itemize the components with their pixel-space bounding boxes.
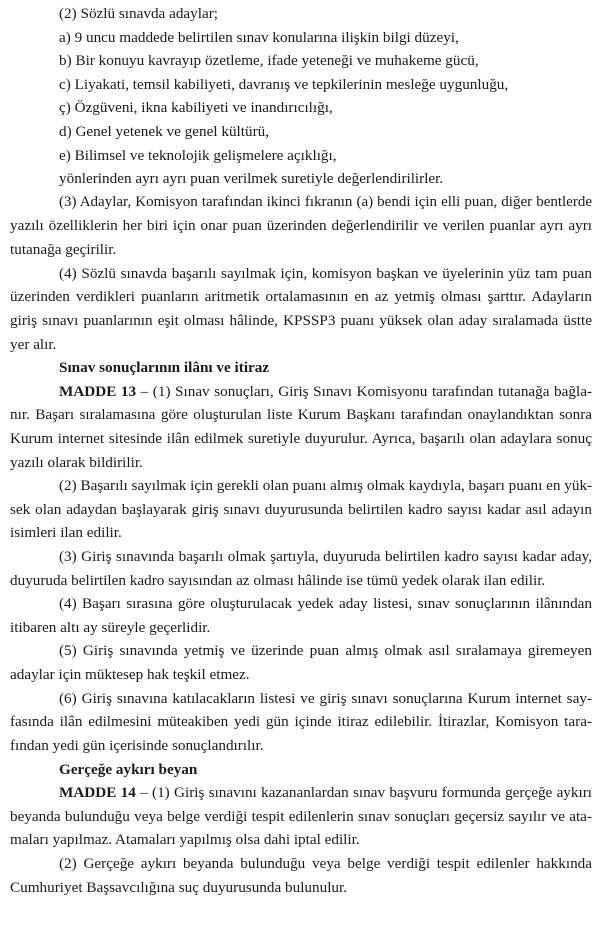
paragraph-4-line-2: üzerinden verdikleri puanların aritmetik ortalamasının en az yetmiş olması şarttır. Adayların xyxy=(10,288,592,306)
article-13-p6-line-2: fasında ilân edilmesini müteakiben yedi gün içinde itiraz edilebilir. İtirazlar, Komisyon tara- xyxy=(10,713,592,731)
article-14-line-1 xyxy=(10,781,592,805)
paragraph-3-line-1: (3) Adaylar, Komisyon tarafından ikinci fıkranın (a) bendi için elli puan, diğer bentlerde xyxy=(59,193,592,210)
article-14-line-2: beyanda bulunduğu veya belge verdiği tespit edilenlerin sınav sonuçları geçersiz sayılır ve ata- xyxy=(10,807,592,825)
article-13-p3-line-1: (3) Giriş sınavında başarılı olmak şartıyla, duyuruda belirtilen kadro sayısı kadar aday, xyxy=(59,548,592,566)
article-13-p3-line-2: duyuruda belirtilen kadro sayısından az olması hâlinde ise tümü yedek olarak ilan edilir. xyxy=(10,571,546,589)
paragraph-4-line-4: yer alır. xyxy=(10,335,57,353)
paragraph-oral-exam-intro: (2) Sözlü sınavda adaylar; xyxy=(59,5,218,22)
paragraph-4-line-1: (4) Sözlü sınavda başarılı sayılmak için, komisyon başkan ve üyelerinin yüz tam puan xyxy=(59,264,592,282)
article-13-p2-line-2: sek olan adaydan başlayarak giriş sınavı duyurusunda belirtilen kadro sayısı kadar asıl adayın xyxy=(10,500,592,518)
list-item-e: e) Bilimsel ve teknolojik gelişmelere açıklığı, xyxy=(59,146,337,164)
paragraph-4-line-3: giriş sınavı puanlarının eşit olması hâlinde, KPSSP3 puanı yüksek olan aday sıralamada üstte xyxy=(10,311,592,329)
paragraph-3-line-2: yazılı özelliklerin her biri için onar puan üzerinden değerlendirilir ve verilen puanlar ayrı ayrı xyxy=(10,217,592,235)
section-heading-exam-results: Sınav sonuçlarının ilânı ve itiraz xyxy=(59,359,270,377)
article-13-p6-line-3: fından yedi gün içerisinde sonuçlandırılır. xyxy=(10,736,264,754)
section-heading-false-statement: Gerçeğe aykırı beyan xyxy=(59,760,198,778)
article-14-p2-line-2: Cumhuriyet Başsavcılığına suç duyurusunda bulunulur. xyxy=(10,878,348,896)
article-13-line-4: yazılı olarak bildirilir. xyxy=(10,453,143,471)
document-page xyxy=(10,2,592,899)
article-14-line-3: maları yapılmaz. Atamaları yapılmış olsa dahi iptal edilir. xyxy=(10,831,360,849)
article-13-line-2: nır. Başarı sıralamasına göre oluşturulan liste Kurum Başkanı tarafından onaylandıktan sonra xyxy=(10,406,592,424)
paragraph-continuation: yönlerinden ayrı ayrı puan verilmek suretiyle değerlendirilirler. xyxy=(59,170,444,188)
article-13-p2-line-3: isimleri ilan edilir. xyxy=(10,524,122,542)
article-13-p4-line-1: (4) Başarı sırasına göre oluşturulacak yedek aday listesi, sınav sonuçlarının ilânından xyxy=(59,595,592,613)
list-item-c: c) Liyakati, temsil kabiliyeti, davranış ve tepkilerinin mesleğe uygunluğu, xyxy=(59,75,509,93)
article-13-p2-line-1: (2) Başarılı sayılmak için gerekli olan puanı almış olmak kaydıyla, başarı puanı en yük- xyxy=(59,477,593,495)
article-13-text: – (1) Sınav sonuçları, Giriş Sınavı Komisyonu tarafından tutanağa bağla- xyxy=(136,382,592,400)
article-13-p4-line-2: itibaren altı ay süreyle geçerlidir. xyxy=(10,618,211,636)
article-13-p6-line-1: (6) Giriş sınavına katılacakların listesi ve giriş sınavı sonuçlarına Kurum internet say- xyxy=(59,689,592,707)
paragraph-3-line-3: tutanağa geçirilir. xyxy=(10,241,117,259)
article-13-line-3: Kurum internet sitesinde ilân edilmek suretiyle duyurulur. Ayrıca, başarılı olan adaylara sonuç xyxy=(10,429,592,447)
article-13-p5-line-2: adaylar için müktesep hak teşkil etmez. xyxy=(10,666,250,684)
article-13-p5-line-1: (5) Giriş sınavında yetmiş ve üzerinde puan almış olmak asıl sıralamaya giremeyen xyxy=(59,642,592,660)
article-14-p2-line-1: (2) Gerçeğe aykırı beyanda bulunduğu veya belge verdiği tespit edilenler hakkında xyxy=(59,854,592,872)
article-14-number: MADDE 14 xyxy=(59,784,136,802)
article-13-number: MADDE 13 xyxy=(59,382,137,400)
list-item-a: a) 9 uncu maddede belirtilen sınav konularına ilişkin bilgi düzeyi, xyxy=(59,28,459,46)
list-item-cc: ç) Özgüveni, ikna kabiliyeti ve inandırıcılığı, xyxy=(59,99,333,117)
article-14-text: – (1) Giriş sınavını kazananlardan sınav başvuru formunda gerçeğe aykırı xyxy=(135,784,592,802)
article-13-line-1 xyxy=(10,380,592,404)
list-item-b: b) Bir konuyu kavrayıp özetleme, ifade yeteneği ve muhakeme gücü, xyxy=(59,52,479,70)
list-item-d: d) Genel yetenek ve genel kültürü, xyxy=(59,123,270,141)
